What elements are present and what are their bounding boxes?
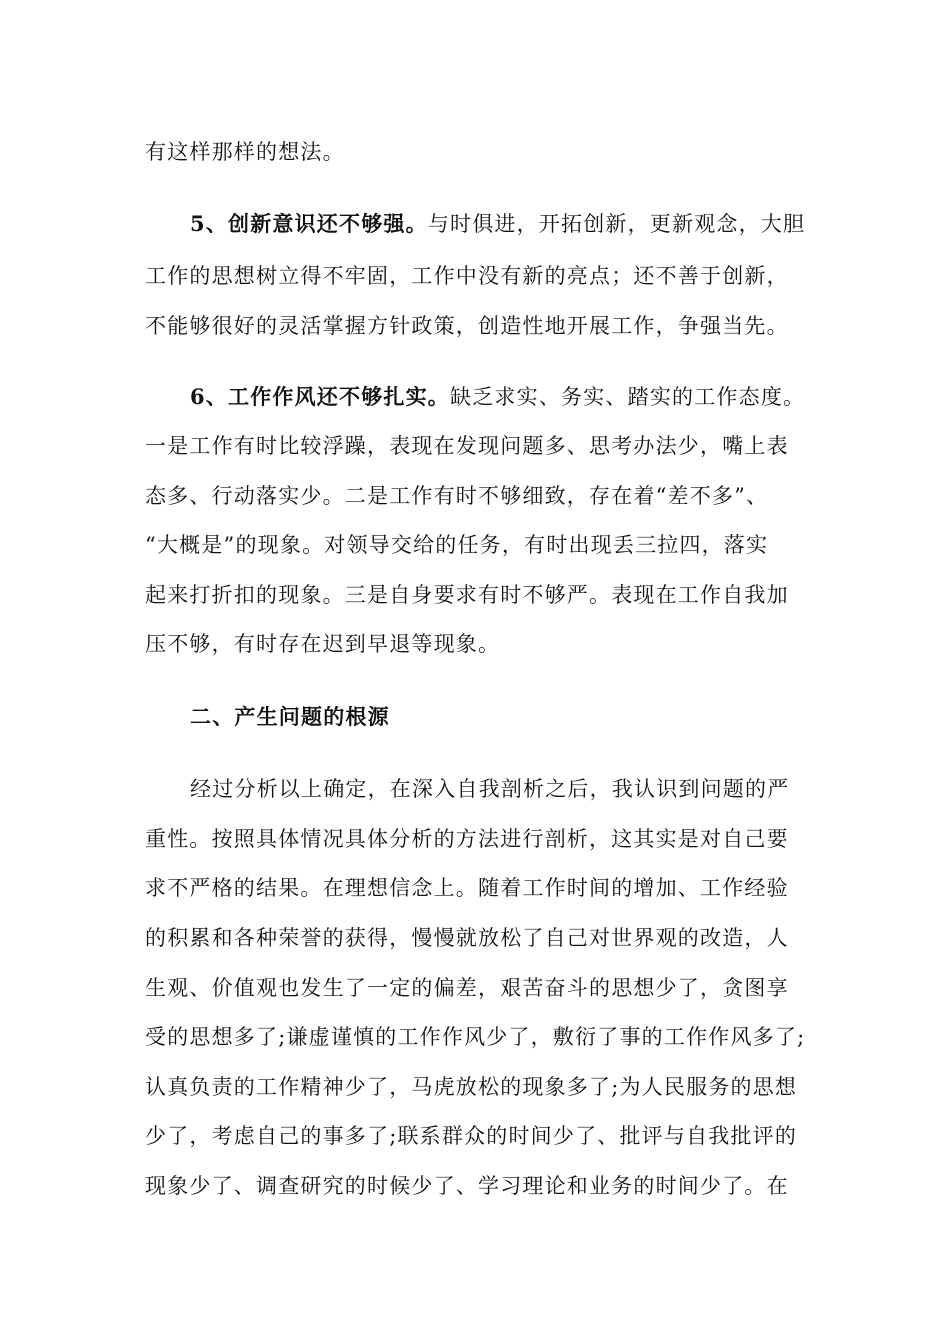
item-5-text: 与时俱进，开拓创新，更新观念，大胆 xyxy=(427,212,806,236)
item-6-line xyxy=(190,382,870,412)
section-2-line: 生观、价值观也发生了一定的偏差，艰苦奋斗的思想少了，贪图享 xyxy=(145,976,789,1000)
item-5-line xyxy=(190,209,870,239)
text-line: 有这样那样的想法。 xyxy=(145,140,345,164)
text-line: 工作的思想树立得不牢固，工作中没有新的亮点；还不善于创新， xyxy=(145,264,789,288)
item-5-heading: 5、创新意识还不够强。 xyxy=(190,211,428,236)
item-6-text: 缺乏求实、务实、踏实的工作态度。 xyxy=(450,385,806,409)
text-line: 起来打折扣的现象。三是自身要求有时不够严。表现在工作自我加 xyxy=(145,583,789,607)
text-line: “大概是”的现象。对领导交给的任务，有时出现丢三拉四，落实 xyxy=(145,533,769,557)
section-2-line: 重性。按照具体情况具体分析的方法进行剖析，这其实是对自己要 xyxy=(145,827,789,851)
section-2-line: 求不严格的结果。在理想信念上。随着工作时间的增加、工作经验 xyxy=(145,876,789,900)
section-2-line: 现象少了、调查研究的时候少了、学习理论和业务的时间少了。在 xyxy=(145,1174,789,1198)
section-2-line: 的积累和各种荣誉的获得，慢慢就放松了自己对世界观的改造，人 xyxy=(145,926,789,950)
text-line: 一是工作有时比较浮躁，表现在发现问题多、思考办法少，嘴上表 xyxy=(145,434,789,458)
item-6-heading: 6、工作作风还不够扎实。 xyxy=(190,384,451,409)
text-line: 态多、行动落实少。二是工作有时不够细致，存在着“差不多”、 xyxy=(145,484,769,508)
section-2-heading: 二、产生问题的根源 xyxy=(190,704,390,729)
section-2-line: 认真负责的工作精神少了，马虎放松的现象多了;为人民服务的思想 xyxy=(145,1075,798,1099)
section-2-line: 少了，考虑自己的事多了;联系群众的时间少了、批评与自我批评的 xyxy=(145,1124,798,1148)
text-line: 不能够很好的灵活掌握方针政策，创造性地开展工作，争强当先。 xyxy=(145,314,789,338)
section-2-line: 受的思想多了;谦虚谨慎的工作作风少了，敷衍了事的工作作风多了; xyxy=(145,1025,806,1049)
section-2-line: 经过分析以上确定，在深入自我剖析之后，我认识到问题的严 xyxy=(190,777,790,801)
text-line: 压不够，有时存在迟到早退等现象。 xyxy=(145,632,501,656)
